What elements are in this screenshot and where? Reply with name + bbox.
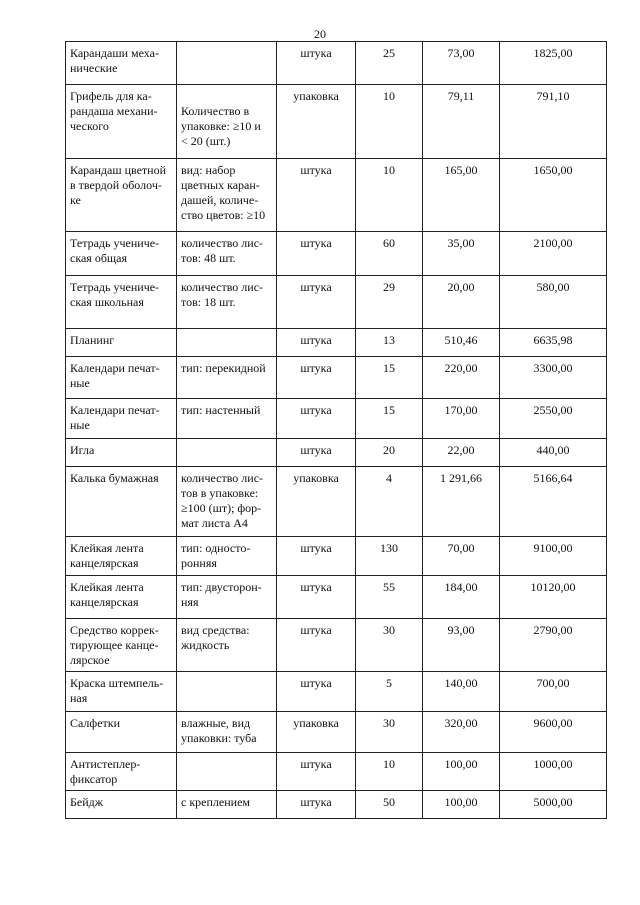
cell-price: 220,00 — [423, 357, 500, 399]
table-row — [66, 439, 607, 467]
table-row — [66, 619, 607, 672]
cell-spec: тип: перекидной — [177, 357, 277, 399]
cell-sum: 9100,00 — [500, 537, 607, 576]
cell-spec: вид: набор цветных каран- дашей, количе- ство цветов: ≥10 — [177, 159, 277, 232]
cell-price: 140,00 — [423, 672, 500, 712]
cell-price: 170,00 — [423, 399, 500, 439]
cell-sum: 5166,64 — [500, 467, 607, 537]
cell-spec — [177, 329, 277, 357]
table-row — [66, 42, 607, 85]
cell-sum: 440,00 — [500, 439, 607, 467]
cell-unit: штука — [277, 537, 356, 576]
table-row — [66, 159, 607, 232]
cell-qty: 29 — [356, 276, 423, 329]
cell-unit: штука — [277, 439, 356, 467]
table-row — [66, 357, 607, 399]
cell-name: Бейдж — [66, 791, 177, 819]
cell-price: 184,00 — [423, 576, 500, 619]
cell-sum: 6635,98 — [500, 329, 607, 357]
table-row — [66, 791, 607, 819]
cell-spec: тип: настенный — [177, 399, 277, 439]
cell-sum: 9600,00 — [500, 712, 607, 753]
cell-qty: 5 — [356, 672, 423, 712]
cell-price: 20,00 — [423, 276, 500, 329]
cell-qty: 55 — [356, 576, 423, 619]
cell-unit: штука — [277, 791, 356, 819]
cell-sum: 2790,00 — [500, 619, 607, 672]
cell-unit: штука — [277, 159, 356, 232]
cell-sum: 2550,00 — [500, 399, 607, 439]
cell-unit: упаковка — [277, 467, 356, 537]
cell-spec: тип: односто- ронняя — [177, 537, 277, 576]
cell-qty: 60 — [356, 232, 423, 276]
cell-unit: упаковка — [277, 712, 356, 753]
cell-unit: штука — [277, 357, 356, 399]
cell-qty: 25 — [356, 42, 423, 85]
cell-price: 320,00 — [423, 712, 500, 753]
cell-name: Салфетки — [66, 712, 177, 753]
table-row — [66, 85, 607, 159]
cell-unit: штука — [277, 619, 356, 672]
cell-price: 510,46 — [423, 329, 500, 357]
cell-name: Календари печат- ные — [66, 357, 177, 399]
cell-name: Клейкая лента канцелярская — [66, 537, 177, 576]
cell-price: 100,00 — [423, 753, 500, 791]
cell-sum: 1650,00 — [500, 159, 607, 232]
cell-spec: с креплением — [177, 791, 277, 819]
cell-qty: 4 — [356, 467, 423, 537]
page-number: 20 — [314, 27, 326, 41]
cell-spec — [177, 672, 277, 712]
cell-qty: 10 — [356, 85, 423, 159]
cell-price: 35,00 — [423, 232, 500, 276]
cell-spec — [177, 753, 277, 791]
cell-qty: 130 — [356, 537, 423, 576]
cell-qty: 15 — [356, 399, 423, 439]
cell-unit: штука — [277, 232, 356, 276]
cell-sum: 700,00 — [500, 672, 607, 712]
cell-price: 93,00 — [423, 619, 500, 672]
cell-sum: 2100,00 — [500, 232, 607, 276]
table-row — [66, 537, 607, 576]
cell-price: 22,00 — [423, 439, 500, 467]
items-table — [65, 41, 607, 819]
cell-sum: 1825,00 — [500, 42, 607, 85]
cell-price: 100,00 — [423, 791, 500, 819]
cell-qty: 15 — [356, 357, 423, 399]
cell-unit: штука — [277, 753, 356, 791]
cell-name: Средство коррек- тирующее канце- лярское — [66, 619, 177, 672]
cell-unit: упаковка — [277, 85, 356, 159]
table-row — [66, 672, 607, 712]
cell-spec — [177, 42, 277, 85]
cell-spec: количество лис- тов в упаковке: ≥100 (шт); фор- мат листа А4 — [177, 467, 277, 537]
cell-unit: штука — [277, 399, 356, 439]
table-row — [66, 329, 607, 357]
cell-sum: 5000,00 — [500, 791, 607, 819]
cell-price: 79,11 — [423, 85, 500, 159]
cell-unit: штука — [277, 329, 356, 357]
cell-sum: 580,00 — [500, 276, 607, 329]
cell-qty: 20 — [356, 439, 423, 467]
cell-name: Тетрадь учениче- ская общая — [66, 232, 177, 276]
table-row — [66, 712, 607, 753]
table-row — [66, 467, 607, 537]
cell-name: Антистеплер- фиксатор — [66, 753, 177, 791]
table-row — [66, 753, 607, 791]
cell-price: 1 291,66 — [423, 467, 500, 537]
cell-price: 73,00 — [423, 42, 500, 85]
cell-sum: 10120,00 — [500, 576, 607, 619]
cell-name: Карандаш цветной в твердой оболоч- ке — [66, 159, 177, 232]
cell-qty: 30 — [356, 619, 423, 672]
cell-spec — [177, 439, 277, 467]
cell-name: Карандаши меха- нические — [66, 42, 177, 85]
cell-name: Клейкая лента канцелярская — [66, 576, 177, 619]
cell-name: Календари печат- ные — [66, 399, 177, 439]
cell-spec: Количество в упаковке: ≥10 и < 20 (шт.) — [177, 85, 277, 159]
cell-spec: количество лис- тов: 48 шт. — [177, 232, 277, 276]
cell-spec: влажные, вид упаковки: туба — [177, 712, 277, 753]
cell-qty: 10 — [356, 753, 423, 791]
cell-qty: 30 — [356, 712, 423, 753]
cell-qty: 10 — [356, 159, 423, 232]
cell-unit: штука — [277, 672, 356, 712]
cell-sum: 1000,00 — [500, 753, 607, 791]
table-row — [66, 276, 607, 329]
cell-qty: 13 — [356, 329, 423, 357]
cell-name: Калька бумажная — [66, 467, 177, 537]
cell-unit: штука — [277, 276, 356, 329]
cell-sum: 791,10 — [500, 85, 607, 159]
cell-name: Краска штемпель- ная — [66, 672, 177, 712]
table-row — [66, 576, 607, 619]
table-row — [66, 232, 607, 276]
cell-price: 165,00 — [423, 159, 500, 232]
cell-spec: вид средства: жидкость — [177, 619, 277, 672]
cell-spec: количество лис- тов: 18 шт. — [177, 276, 277, 329]
table-row — [66, 399, 607, 439]
cell-name: Игла — [66, 439, 177, 467]
cell-unit: штука — [277, 576, 356, 619]
cell-qty: 50 — [356, 791, 423, 819]
cell-unit: штука — [277, 42, 356, 85]
cell-name: Тетрадь учениче- ская школьная — [66, 276, 177, 329]
cell-name: Грифель для ка- рандаша механи- ческого — [66, 85, 177, 159]
cell-name: Планинг — [66, 329, 177, 357]
cell-spec: тип: двусторон- няя — [177, 576, 277, 619]
cell-sum: 3300,00 — [500, 357, 607, 399]
cell-price: 70,00 — [423, 537, 500, 576]
